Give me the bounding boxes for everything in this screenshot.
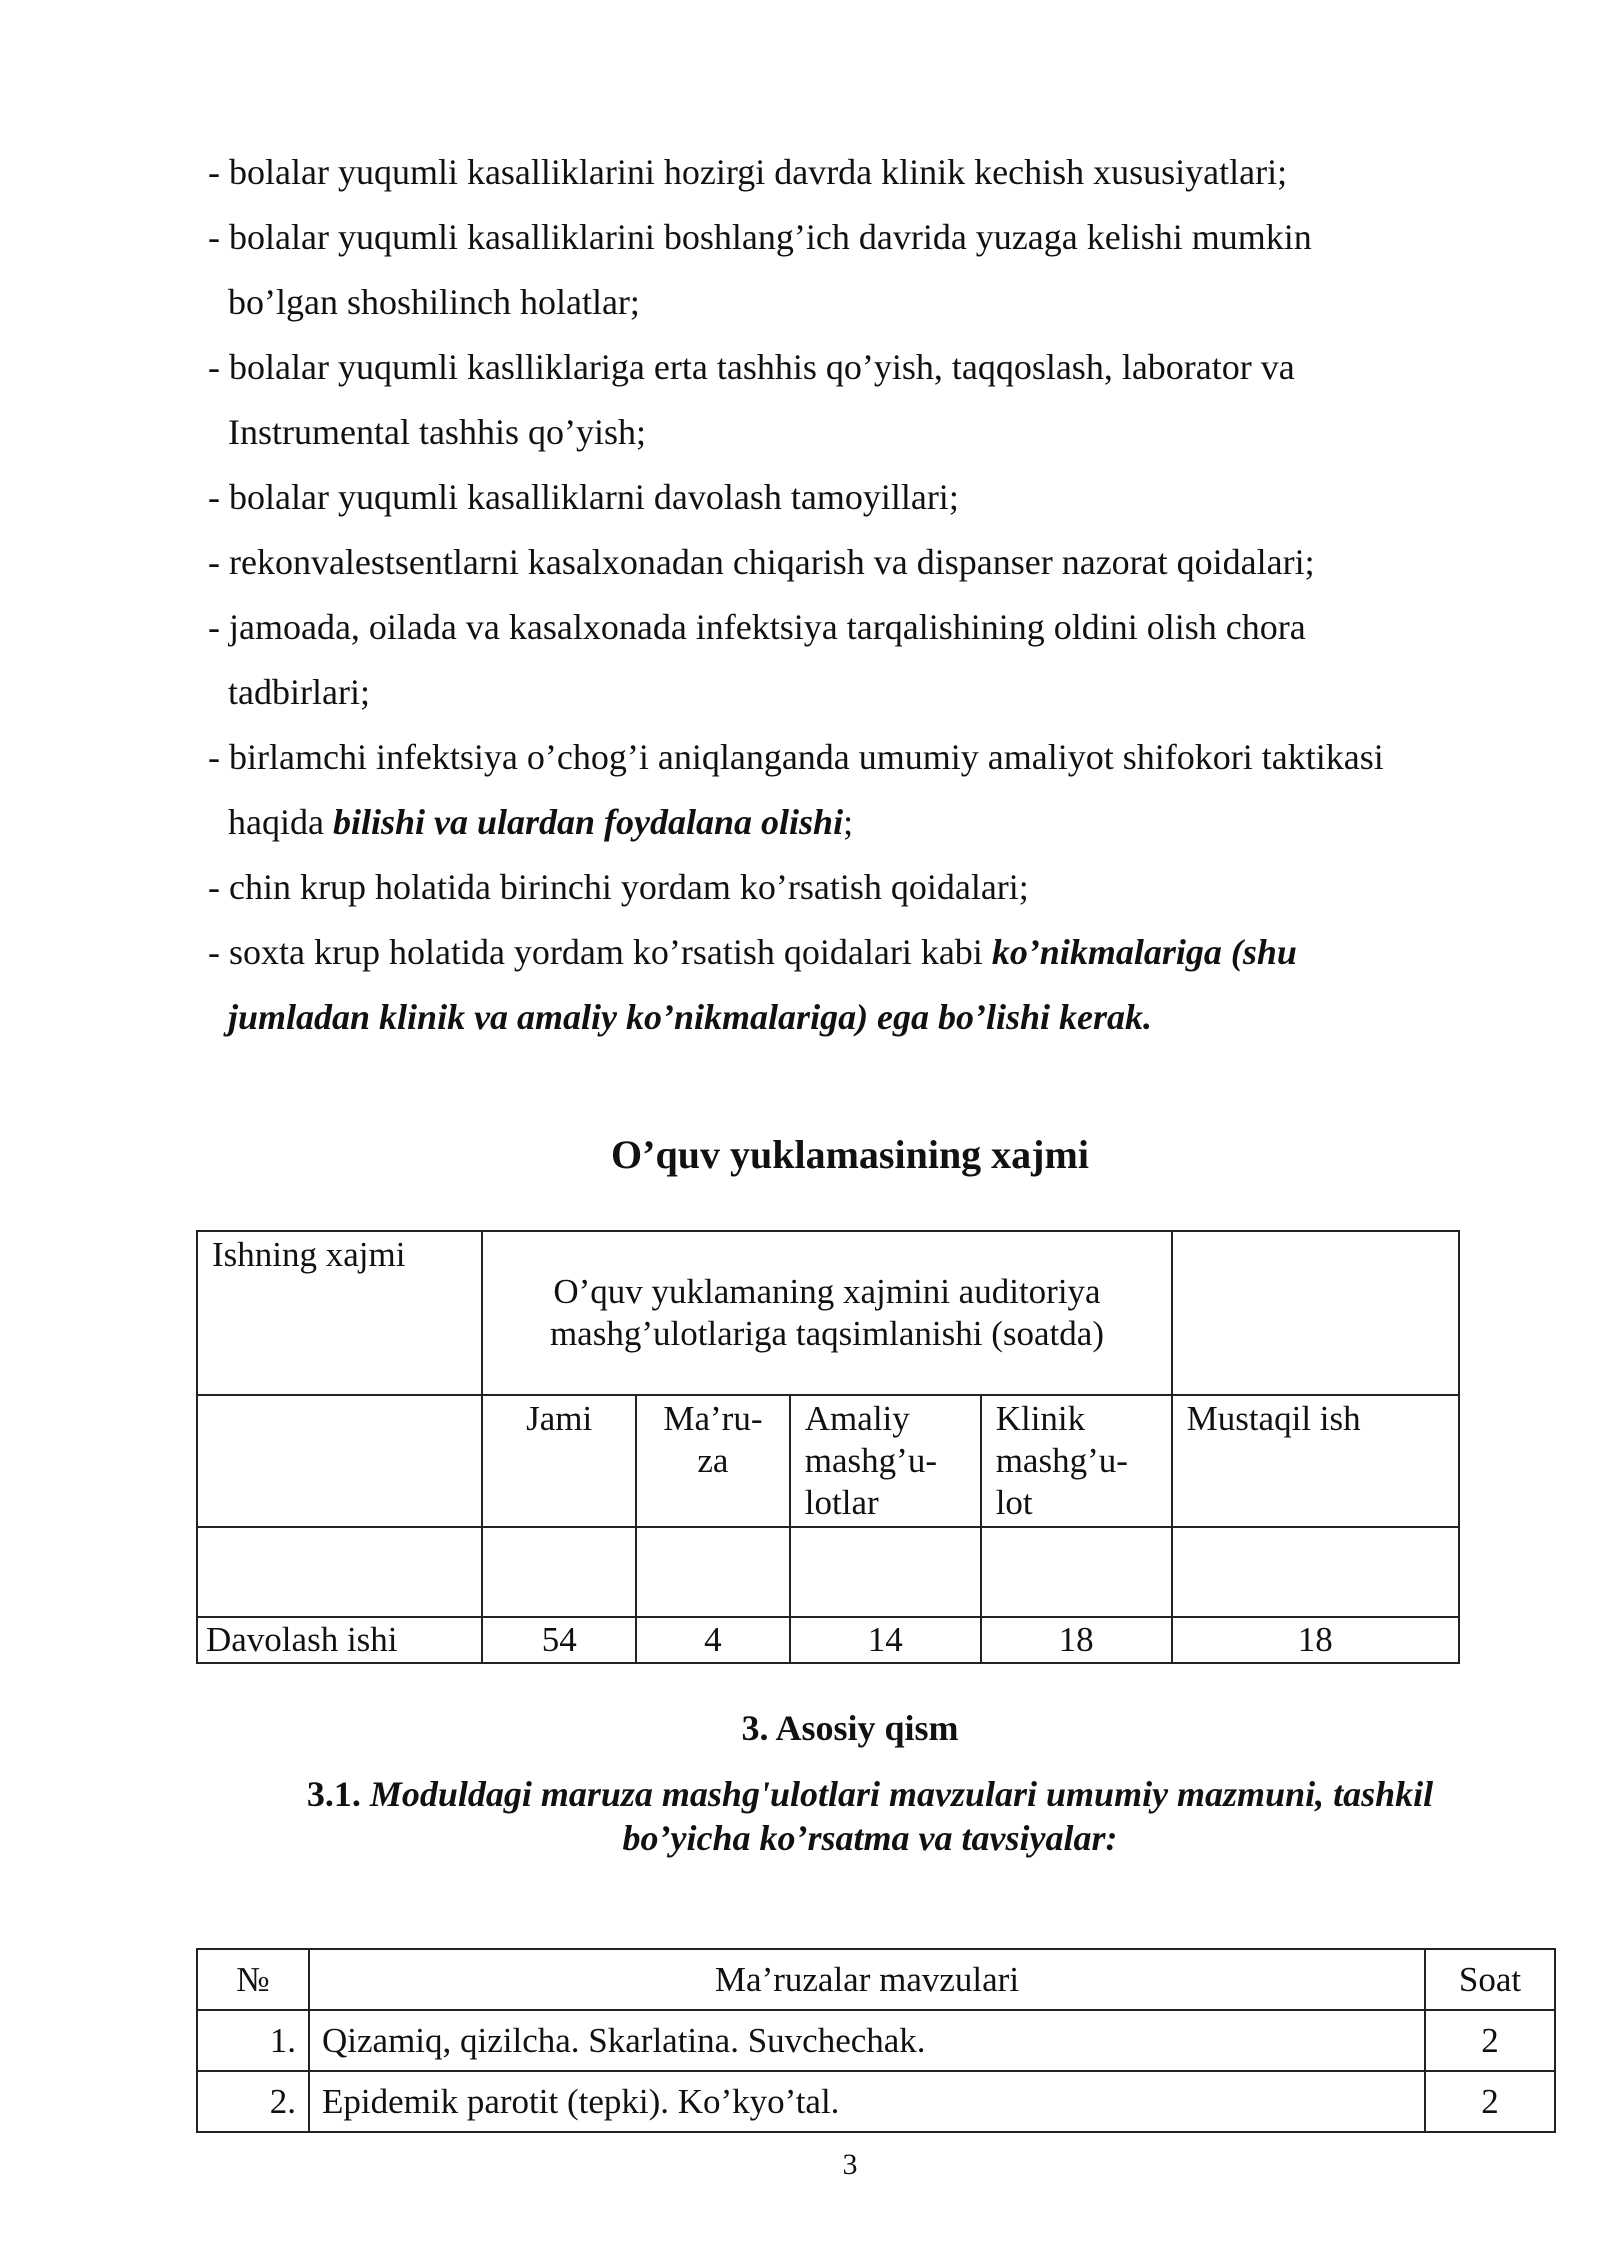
table-cell: 18 — [981, 1617, 1172, 1663]
table-header-cell: Mustaqil ish — [1172, 1395, 1459, 1527]
table-cell — [197, 1527, 482, 1617]
table-row — [197, 1527, 1459, 1617]
table-row — [197, 1949, 1555, 2010]
table-header-cell: Klinik mashg’u-lot — [981, 1395, 1172, 1527]
table-cell: O’quv yuklamaning xajmini auditoriya mashg’ulotlariga taqsimlanishi (soatda) — [482, 1231, 1171, 1395]
table-cell: 54 — [482, 1617, 636, 1663]
table-row — [197, 1617, 1459, 1663]
table-cell: Epidemik parotit (tepki). Ko’kyo’tal. — [309, 2071, 1425, 2132]
table-row — [197, 2071, 1555, 2132]
table-header-cell — [636, 1395, 790, 1527]
table-cell: Davolash ishi — [197, 1617, 482, 1663]
list-item-continuation: Instrumental tashhis qo’yish; — [228, 412, 646, 452]
list-item: - bolalar yuqumli kaslliklariga erta tashhis qo’yish, taqqoslash, laborator va — [208, 347, 1295, 387]
section-heading: O’quv yuklamasining xajmi — [611, 1132, 1089, 1177]
table-cell — [981, 1527, 1172, 1617]
haqida-suffix: ; — [843, 802, 854, 842]
table-cell: 2 — [1425, 2010, 1555, 2071]
emphasis-text: ko’nikmalariga (shu — [991, 932, 1297, 972]
table-cell: 1. — [197, 2010, 309, 2071]
table-cell — [636, 1527, 790, 1617]
table-cell: Qizamiq, qizilcha. Skarlatina. Suvchechak. — [309, 2010, 1425, 2071]
subsection-title — [240, 1772, 1500, 1860]
table-row — [197, 2010, 1555, 2071]
table-cell: 4 — [636, 1617, 790, 1663]
page-number: 3 — [842, 2148, 858, 2181]
subsection-number: 3.1. — [306, 1774, 361, 1814]
table-cell: 2. — [197, 2071, 309, 2132]
subsection-text: Moduldagi maruza mashg'ulotlari mavzulari umumiy mazmuni, tashkil bo’yicha ko’rsatma va tavsiyalar: — [369, 1774, 1434, 1858]
haqida-prefix: haqida — [228, 802, 333, 842]
list-item — [208, 930, 1297, 974]
header-part: Ma’ru- — [663, 1399, 763, 1438]
list-item-continuation: tadbirlari; — [228, 672, 370, 712]
table-cell — [197, 1395, 482, 1527]
table-cell: 18 — [1172, 1617, 1459, 1663]
lectures-table — [196, 1948, 1556, 2133]
list-item: - rekonvalestsentlarni kasalxonadan chiqarish va dispanser nazorat qoidalari; — [208, 542, 1315, 582]
list-item: - bolalar yuqumli kasalliklarini boshlang’ich davrida yuzaga kelishi mumkin — [208, 217, 1312, 257]
list-item: - birlamchi infektsiya o’chog’i aniqlanganda umumiy amaliyot shifokori taktikasi — [208, 737, 1384, 777]
table-header-cell: Jami — [482, 1395, 636, 1527]
emphasis-text: bilishi va ulardan foydalana olishi — [332, 802, 844, 842]
list-item: - bolalar yuqumli kasalliklarini hozirgi davrda klinik kechish xususiyatlari; — [208, 152, 1288, 192]
list-item: - chin krup holatida birinchi yordam ko’rsatish qoidalari; — [208, 867, 1029, 907]
table-cell — [1172, 1231, 1459, 1395]
soxta-prefix: - soxta krup holatida yordam ko’rsatish qoidalari kabi — [208, 932, 992, 972]
table-row — [197, 1395, 1459, 1527]
table-cell: 2 — [1425, 2071, 1555, 2132]
list-item: - jamoada, oilada va kasalxonada infektsiya tarqalishining oldini olish chora — [208, 607, 1306, 647]
list-item: - bolalar yuqumli kasalliklarni davolash tamoyillari; — [208, 477, 959, 517]
table-header-cell: Soat — [1425, 1949, 1555, 2010]
table-cell: 14 — [790, 1617, 981, 1663]
workload-table — [196, 1230, 1460, 1664]
list-item-continuation — [228, 800, 853, 844]
table-cell — [1172, 1527, 1459, 1617]
table-cell — [482, 1527, 636, 1617]
table-header-cell: Ma’ruzalar mavzulari — [309, 1949, 1425, 2010]
header-part: za — [697, 1441, 729, 1480]
table-header-cell: № — [197, 1949, 309, 2010]
section-title: 3. Asosiy qism — [741, 1708, 959, 1748]
table-cell: Ishning xajmi — [197, 1231, 482, 1395]
list-item-continuation: bo’lgan shoshilinch holatlar; — [228, 282, 640, 322]
table-row — [197, 1231, 1459, 1395]
table-header-cell: Amaliy mashg’u-lotlar — [790, 1395, 981, 1527]
table-cell — [790, 1527, 981, 1617]
list-item-continuation: jumladan klinik va amaliy ko’nikmalariga) ega bo’lishi kerak. — [228, 997, 1153, 1037]
